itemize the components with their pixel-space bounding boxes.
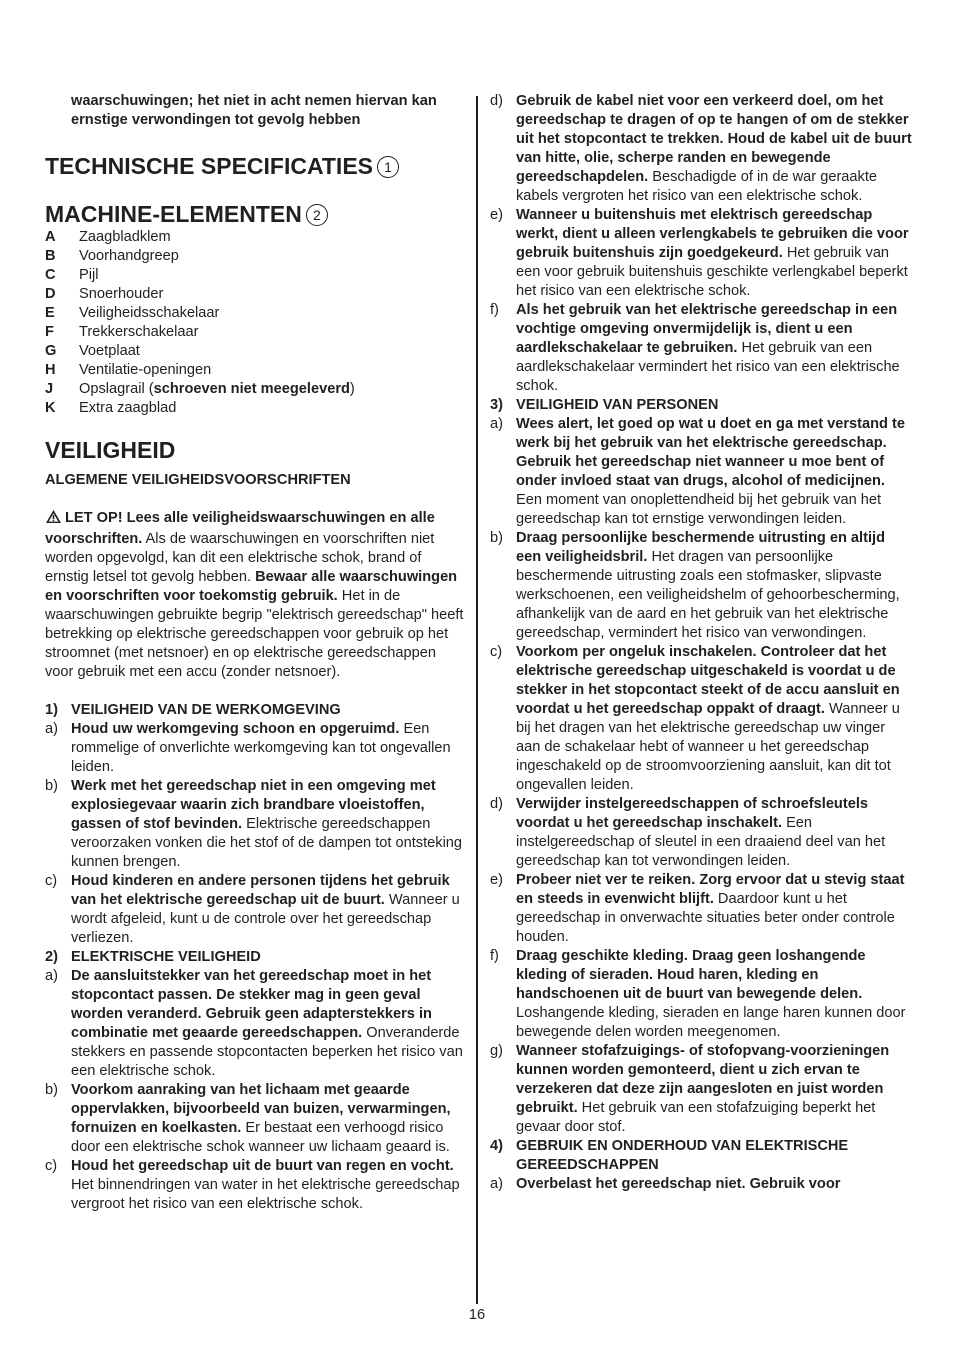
section-heading: 4) GEBRUIK EN ONDERHOUD VAN ELEKTRISCHE GEREEDSCHAPPEN — [490, 1138, 849, 1173]
right-column — [490, 92, 912, 1194]
list-item: e) Wanneer u buitenshuis met elektrisch gereedschap werkt, dient u alleen verlengkabels te gebruiken die voor gebruik buitenshuis zijn goedgekeurd. Het gebruik van een voor gebruik buitenshuis geschikte verlengkabel beperkt het risico van een elektrische schok. — [490, 207, 909, 299]
list-item: D Snoerhouder — [45, 286, 164, 302]
subheading-general-safety: ALGEMENE VEILIGHEIDSVOORSCHRIFTEN — [45, 472, 351, 488]
heading-machine-elements: MACHINE-ELEMENTEN 2 — [45, 200, 465, 228]
list-item: J Opslagrail (schroeven niet meegeleverd) — [45, 381, 355, 397]
column-divider — [476, 96, 478, 1304]
section-heading: 2) ELEKTRISCHE VEILIGHEID — [45, 949, 261, 965]
list-item: C Pijl — [45, 267, 99, 283]
figure-ref-1: 1 — [377, 156, 399, 178]
list-item: E Veiligheidsschakelaar — [45, 305, 220, 321]
list-item: d) Verwijder instelgereedschappen of schroefsleutels voordat u het gereedschap inschakelt. Een instelgereedschap of sleutel in een draaiend deel van het gereedschap kan tot verwondingen leiden. — [490, 796, 886, 869]
heading-technical-specifications: TECHNISCHE SPECIFICATIES 1 — [45, 152, 465, 180]
list-item: F Trekkerschakelaar — [45, 324, 199, 340]
list-item: b) Werk met het gereedschap niet in een omgeving met explosiegevaar waarin zich brandbare vloeistoffen, gassen of stof bevinden. Elektrische gereedschappen veroorzaken vonken die het stof of de dampen tot ontsteking kunnen brengen. — [45, 778, 463, 870]
list-item: c) Houd het gereedschap uit de buurt van regen en vocht. Het binnendringen van water in het elektrische gereedschap vergroot het risico van een elektrische schok. — [45, 1158, 460, 1212]
list-item: A Zaagbladklem — [45, 229, 171, 245]
warning-paragraph: LET OP! Lees alle veiligheidswaarschuwingen en alle voorschriften. Als de waarschuwingen en voorschriften niet worden opgevolgd, kan dit een elektrische schok, brand of ernstig letsel tot gevolg hebben. Bewaar alle waarschuwingen en voorschriften voor toekomstig gebruik. Het in de waarschuwingen gebruikte begrip "elektrisch gereedschap" heeft betrekking op elektrische gereedschappen voor gebruik op het stroomnet (met netsnoer) en op elektrische gereedschappen voor gebruik met een accu (zonder netsnoer). — [45, 510, 464, 680]
list-item: g) Wanneer stofafzuigings- of stofopvang-voorzieningen kunnen worden gemonteerd, dient u zich ervan te verzekeren dat deze zijn aangesloten en juist worden gebruikt. Het gebruik van een stofafzuiging beperkt het gevaar door stof. — [490, 1043, 890, 1135]
list-item: a) Overbelast het gereedschap niet. Gebruik voor — [490, 1176, 841, 1192]
section-electrical-safety — [45, 948, 465, 1214]
list-item: b) Voorkom aanraking van het lichaam met geaarde oppervlakken, bijvoorbeeld van buizen, verwarmingen, fornuizen en koelkasten. Er bestaat een verhoogd risico door een elektrische schok wanneer uw lichaam geaard is. — [45, 1082, 451, 1155]
section-heading: 3) VEILIGHEID VAN PERSONEN — [490, 397, 719, 413]
list-item: f) Draag geschikte kleding. Draag geen loshangende kleding of sieraden. Houd haren, kleding en handschoenen uit de buurt van bewegende delen. Loshangende kleding, sieraden en lange haren kunnen door bewegende delen worden meegenomen. — [490, 948, 906, 1040]
heading-safety: VEILIGHEID — [45, 437, 176, 463]
list-item: f) Als het gebruik van het elektrische gereedschap in een vochtige omgeving onvermijdelijk is, dient u een aardlekschakelaar te gebruiken. Het gebruik van een aardlekschakelaar vermindert het risico van een elektrische schok. — [490, 302, 900, 394]
list-item: c) Houd kinderen en andere personen tijdens het gebruik van het elektrische gereedschap uit de buurt. Wanneer u wordt afgeleid, kunt u de controle over het gereedschap verliezen. — [45, 873, 460, 946]
list-item: a) De aansluitstekker van het gereedschap moet in het stopcontact passen. De stekker mag in geen geval worden veranderd. Gebruik geen adapterstekkers in combinatie met geaarde gereedschappen. Onveranderde stekkers en passende stopcontacten beperken het risico van een elektrische schok. — [45, 968, 463, 1079]
section-work-area-safety — [45, 701, 465, 948]
page-number: 16 — [468, 1307, 486, 1323]
section-personal-safety — [490, 396, 912, 1137]
list-item: a) Houd uw werkomgeving schoon en opgeruimd. Een rommelige of onverlichte werkomgeving kan tot ongevallen leiden. — [45, 721, 451, 775]
warning-triangle-icon — [45, 509, 62, 530]
list-item: d) Gebruik de kabel niet voor een verkeerd doel, om het gereedschap te dragen of op te hangen of om de stekker uit het stopcontact te trekken. Houd de kabel uit de buurt van hitte, olie, scherpe randen en bewegende gereedschapdelen. Beschadigde of in de war geraakte kabels vergroten het risico van een elektrische schok. — [490, 93, 912, 204]
left-column — [45, 92, 465, 1214]
section-heading: 1) VEILIGHEID VAN DE WERKOMGEVING — [45, 702, 341, 718]
list-item: K Extra zaagblad — [45, 400, 177, 416]
list-item: H Ventilatie-openingen — [45, 362, 212, 378]
machine-elements-list — [45, 228, 465, 418]
list-item: e) Probeer niet ver te reiken. Zorg ervoor dat u stevig staat en steeds in evenwicht blijft. Daardoor kunt u het gereedschap in onverwachte situaties beter onder controle houden. — [490, 872, 905, 945]
intro-continuation: waarschuwingen; het niet in acht nemen hiervan kan ernstige verwondingen tot gevolg hebben — [71, 93, 437, 128]
list-item: G Voetplaat — [45, 343, 140, 359]
figure-ref-2: 2 — [306, 204, 328, 226]
list-item: B Voorhandgreep — [45, 248, 179, 264]
list-item: c) Voorkom per ongeluk inschakelen. Controleer dat het elektrische gereedschap uitgeschakeld is voordat u de stekker in het stopcontact steekt of de accu aansluit en voordat u het gereedschap oppakt of draagt. Wanneer u bij het dragen van het elektrische gereedschap uw vinger aan de schakelaar hebt of wanneer u het gereedschap ingeschakeld op de stroomvoorziening aansluit, kan dit tot ongevallen leiden. — [490, 644, 900, 793]
list-item: a) Wees alert, let goed op wat u doet en ga met verstand te werk bij het gebruik van het elektrische gereedschap. Gebruik het gereedschap niet wanneer u moe bent of onder invloed staat van drugs, alcohol of medicijnen. Een moment van onoplettendheid bij het gebruik van het gereedschap kan tot ernstige verwondingen leiden. — [490, 416, 905, 527]
section-tool-use-care — [490, 1137, 912, 1194]
list-item: b) Draag persoonlijke beschermende uitrusting en altijd een veiligheidsbril. Het dragen van persoonlijke beschermende uitrusting zoals een stofmasker, slipvaste werkschoenen, een veiligheidshelm of gehoorbescherming, afhankelijk van de aard en het gebruik van het elektrische gereedschap, vermindert het risico van verwondingen. — [490, 530, 900, 641]
